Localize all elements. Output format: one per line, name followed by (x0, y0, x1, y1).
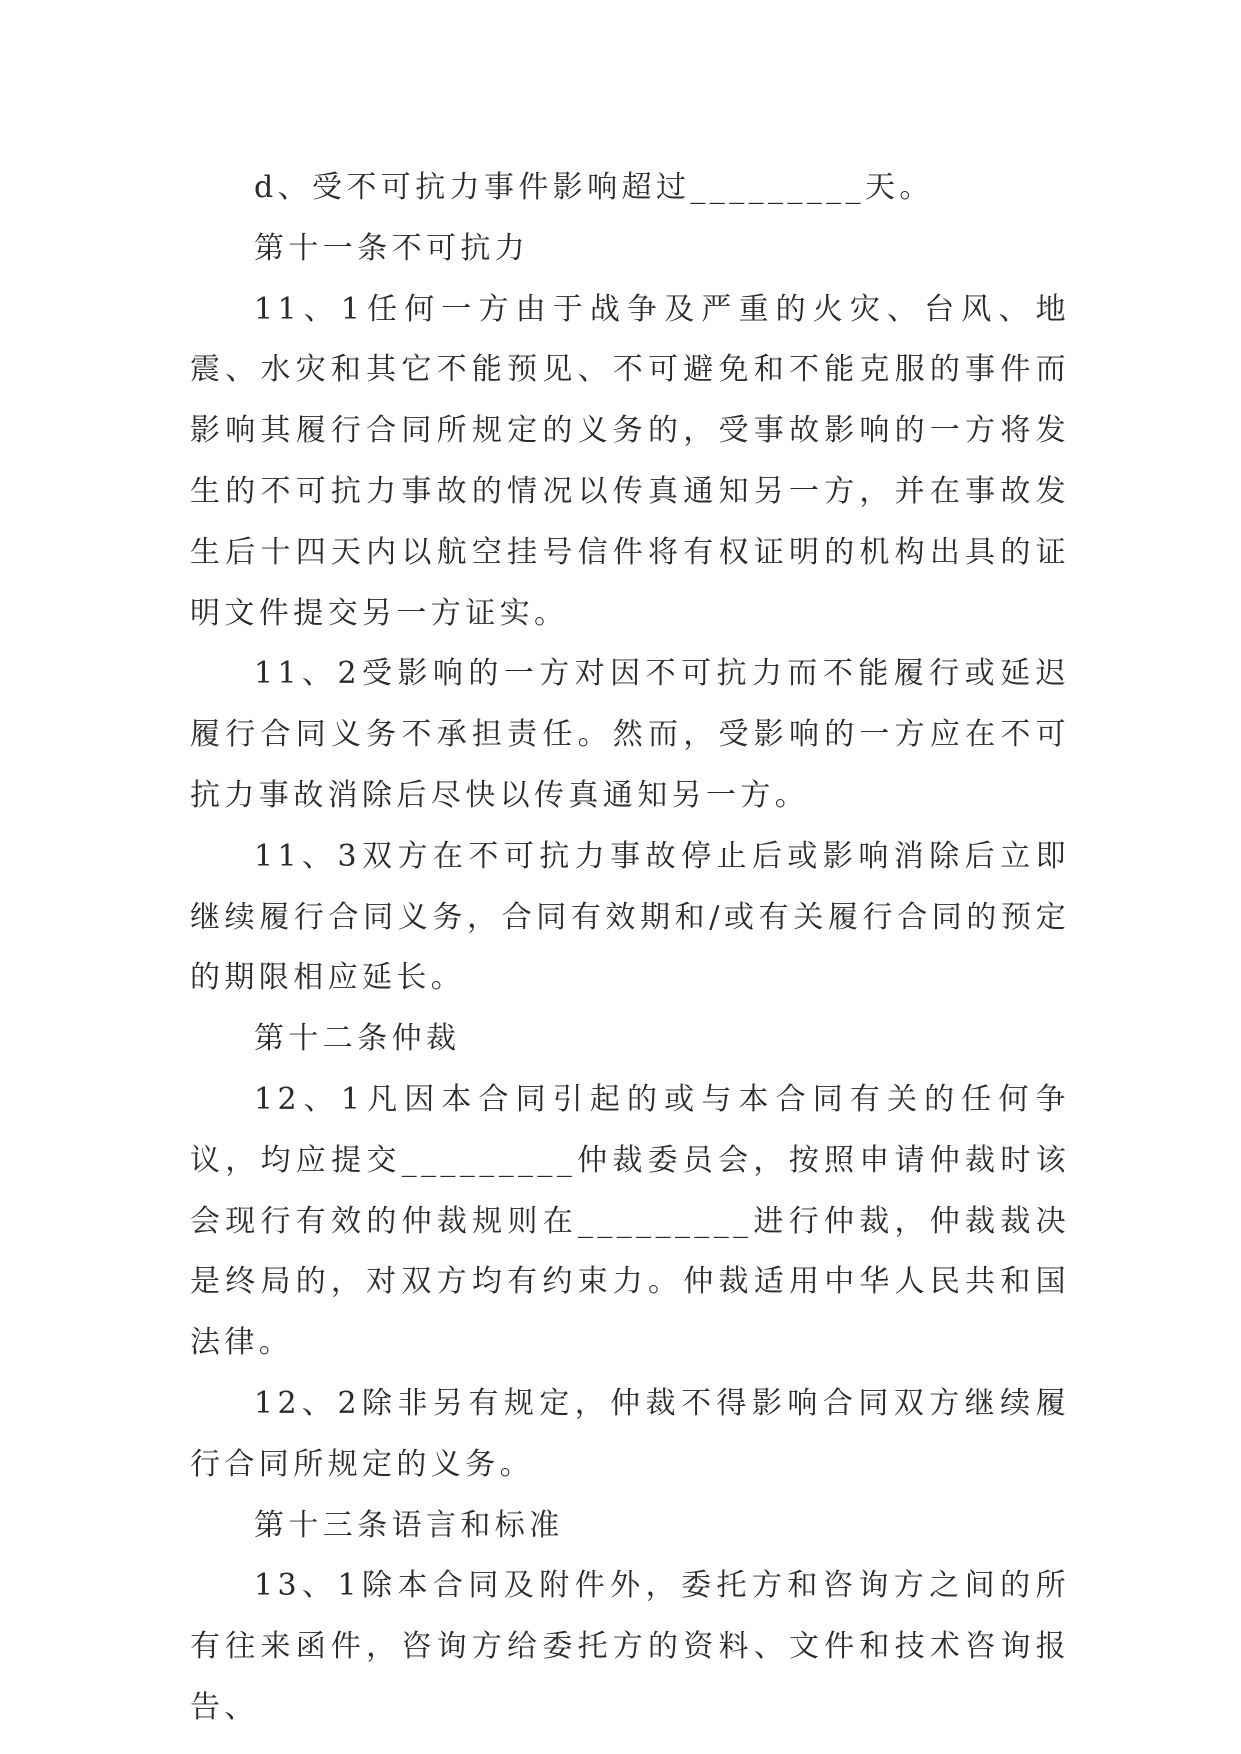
article-12-heading: 第十二条仲裁 (254, 1021, 461, 1057)
clause-12-2: 12、2除非另有规定，仲裁不得影响合同双方继续履行合同所规定的义务。 (190, 1385, 1070, 1482)
article-11-heading: 第十一条不可抗力 (254, 230, 530, 266)
clause-11-3: 11、3双方在不可抗力事故停止后或影响消除后立即继续履行合同义务，合同有效期和/或有关履行合同的预定的期限相应延长。 (190, 838, 1070, 996)
article-13-heading: 第十三条语言和标准 (254, 1507, 564, 1543)
clause-11-2: 11、2受影响的一方对因不可抗力而不能履行或延迟履行合同义务不承担责任。然而，受影响的一方应在不可抗力事故消除后尽快以传真通知另一方。 (190, 656, 1070, 813)
document-body (190, 158, 1070, 1739)
clause-11-1: 11、1任何一方由于战争及严重的火灾、台风、地震、水灾和其它不能预见、不可避免和不能克服的事件而影响其履行合同所规定的义务的，受事故影响的一方将发生的不可抗力事故的情况以传真通知另一方，并在事故发生后十四天内以航空挂号信件将有权证明的机构出具的证明文件提交另一方证实。 (190, 291, 1070, 631)
clause-d-force-majeure-duration: d、受不可抗力事件影响超过_________天。 (254, 170, 934, 205)
clause-13-1: 13、1除本合同及附件外，委托方和咨询方之间的所有往来函件，咨询方给委托方的资料、文件和技术咨询报告、 (190, 1568, 1070, 1725)
clause-12-1: 12、1凡因本合同引起的或与本合同有关的任何争议，均应提交_________仲裁委员会，按照申请仲裁时该会现行有效的仲裁规则在_________进行仲裁，仲裁裁决是终局的，对双方均有约束力。仲裁适用中华人民共和国法律。 (190, 1081, 1070, 1361)
